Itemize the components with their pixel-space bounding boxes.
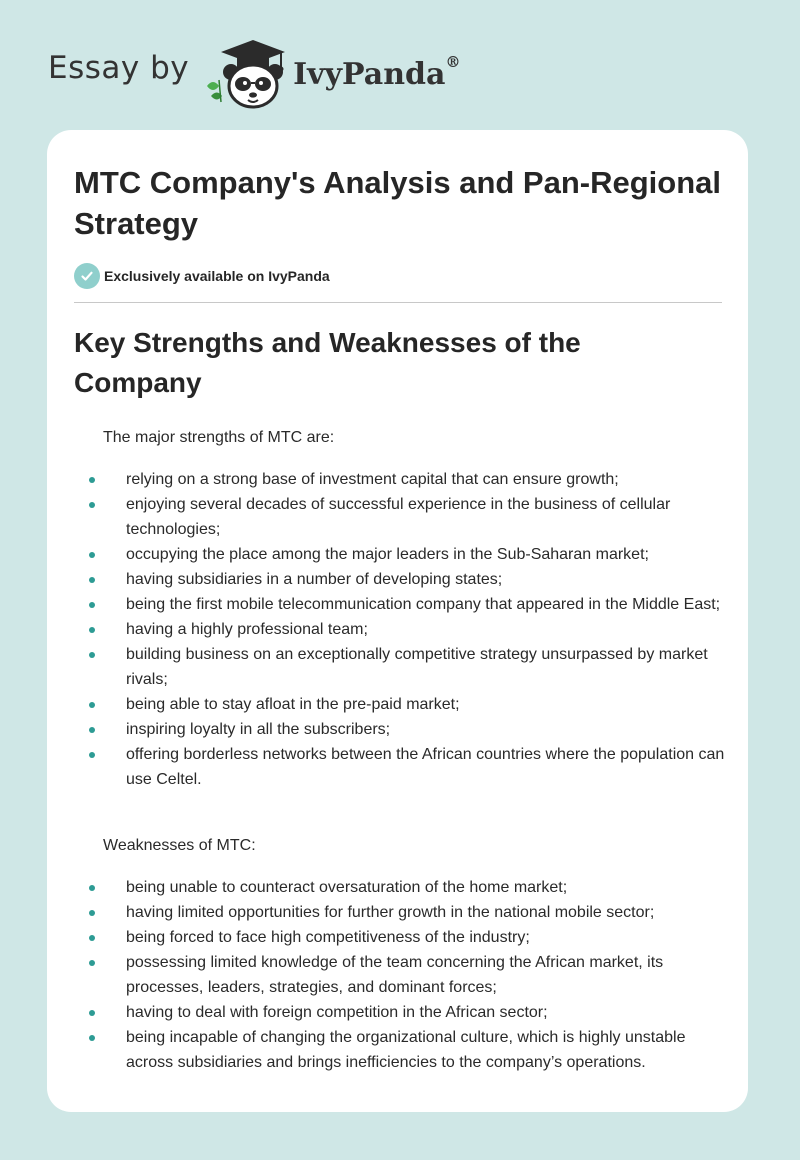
list-item: being forced to face high competitiveness of the industry; — [83, 925, 733, 950]
list-item: having limited opportunities for further growth in the national mobile sector; — [83, 900, 733, 925]
page-title: MTC Company's Analysis and Pan-Regional Strategy — [74, 165, 722, 241]
list-item: offering borderless networks between the African countries where the population can use Celtel. — [83, 742, 733, 792]
list-item: having subsidiaries in a number of developing states; — [83, 567, 733, 592]
list-item: inspiring loyalty in all the subscribers; — [83, 717, 733, 742]
list-item: having to deal with foreign competition in the African sector; — [83, 1000, 733, 1025]
list-item: building business on an exceptionally competitive strategy unsurpassed by market rivals; — [83, 642, 733, 692]
strengths-list — [83, 467, 733, 792]
divider — [74, 302, 722, 303]
list-item: being the first mobile telecommunication company that appeared in the Middle East; — [83, 592, 733, 617]
section-heading: Key Strengths and Weaknesses of the Company — [74, 327, 581, 398]
list-item: being incapable of changing the organizational culture, which is highly unstable across subsidiaries and brings inefficiencies to the company’s operations. — [83, 1025, 733, 1075]
check-icon — [74, 263, 100, 289]
exclusive-badge-label: Exclusively available on IvyPanda — [104, 268, 330, 284]
exclusive-badge — [74, 263, 330, 289]
panda-logo-icon[interactable] — [201, 34, 291, 110]
list-item: possessing limited knowledge of the team concerning the African market, its processes, leaders, strategies, and dominant forces; — [83, 950, 733, 1000]
list-item: being unable to counteract oversaturation of the home market; — [83, 875, 733, 900]
ivypanda-brand[interactable] — [293, 52, 461, 92]
essay-by-label: Essay by — [48, 50, 190, 86]
list-item: enjoying several decades of successful experience in the business of cellular technologies; — [83, 492, 733, 542]
list-item: occupying the place among the major leaders in the Sub-Saharan market; — [83, 542, 733, 567]
list-item: having a highly professional team; — [83, 617, 733, 642]
essay-card — [47, 130, 748, 1112]
weaknesses-list — [83, 875, 733, 1075]
registered-mark: ® — [445, 52, 461, 71]
strengths-intro: The major strengths of MTC are: — [103, 429, 335, 446]
list-item: being able to stay afloat in the pre-paid market; — [83, 692, 733, 717]
list-item: relying on a strong base of investment capital that can ensure growth; — [83, 467, 733, 492]
weaknesses-intro: Weaknesses of MTC: — [103, 837, 256, 854]
brand-name: IvyPanda — [293, 56, 446, 92]
site-header — [48, 32, 568, 112]
